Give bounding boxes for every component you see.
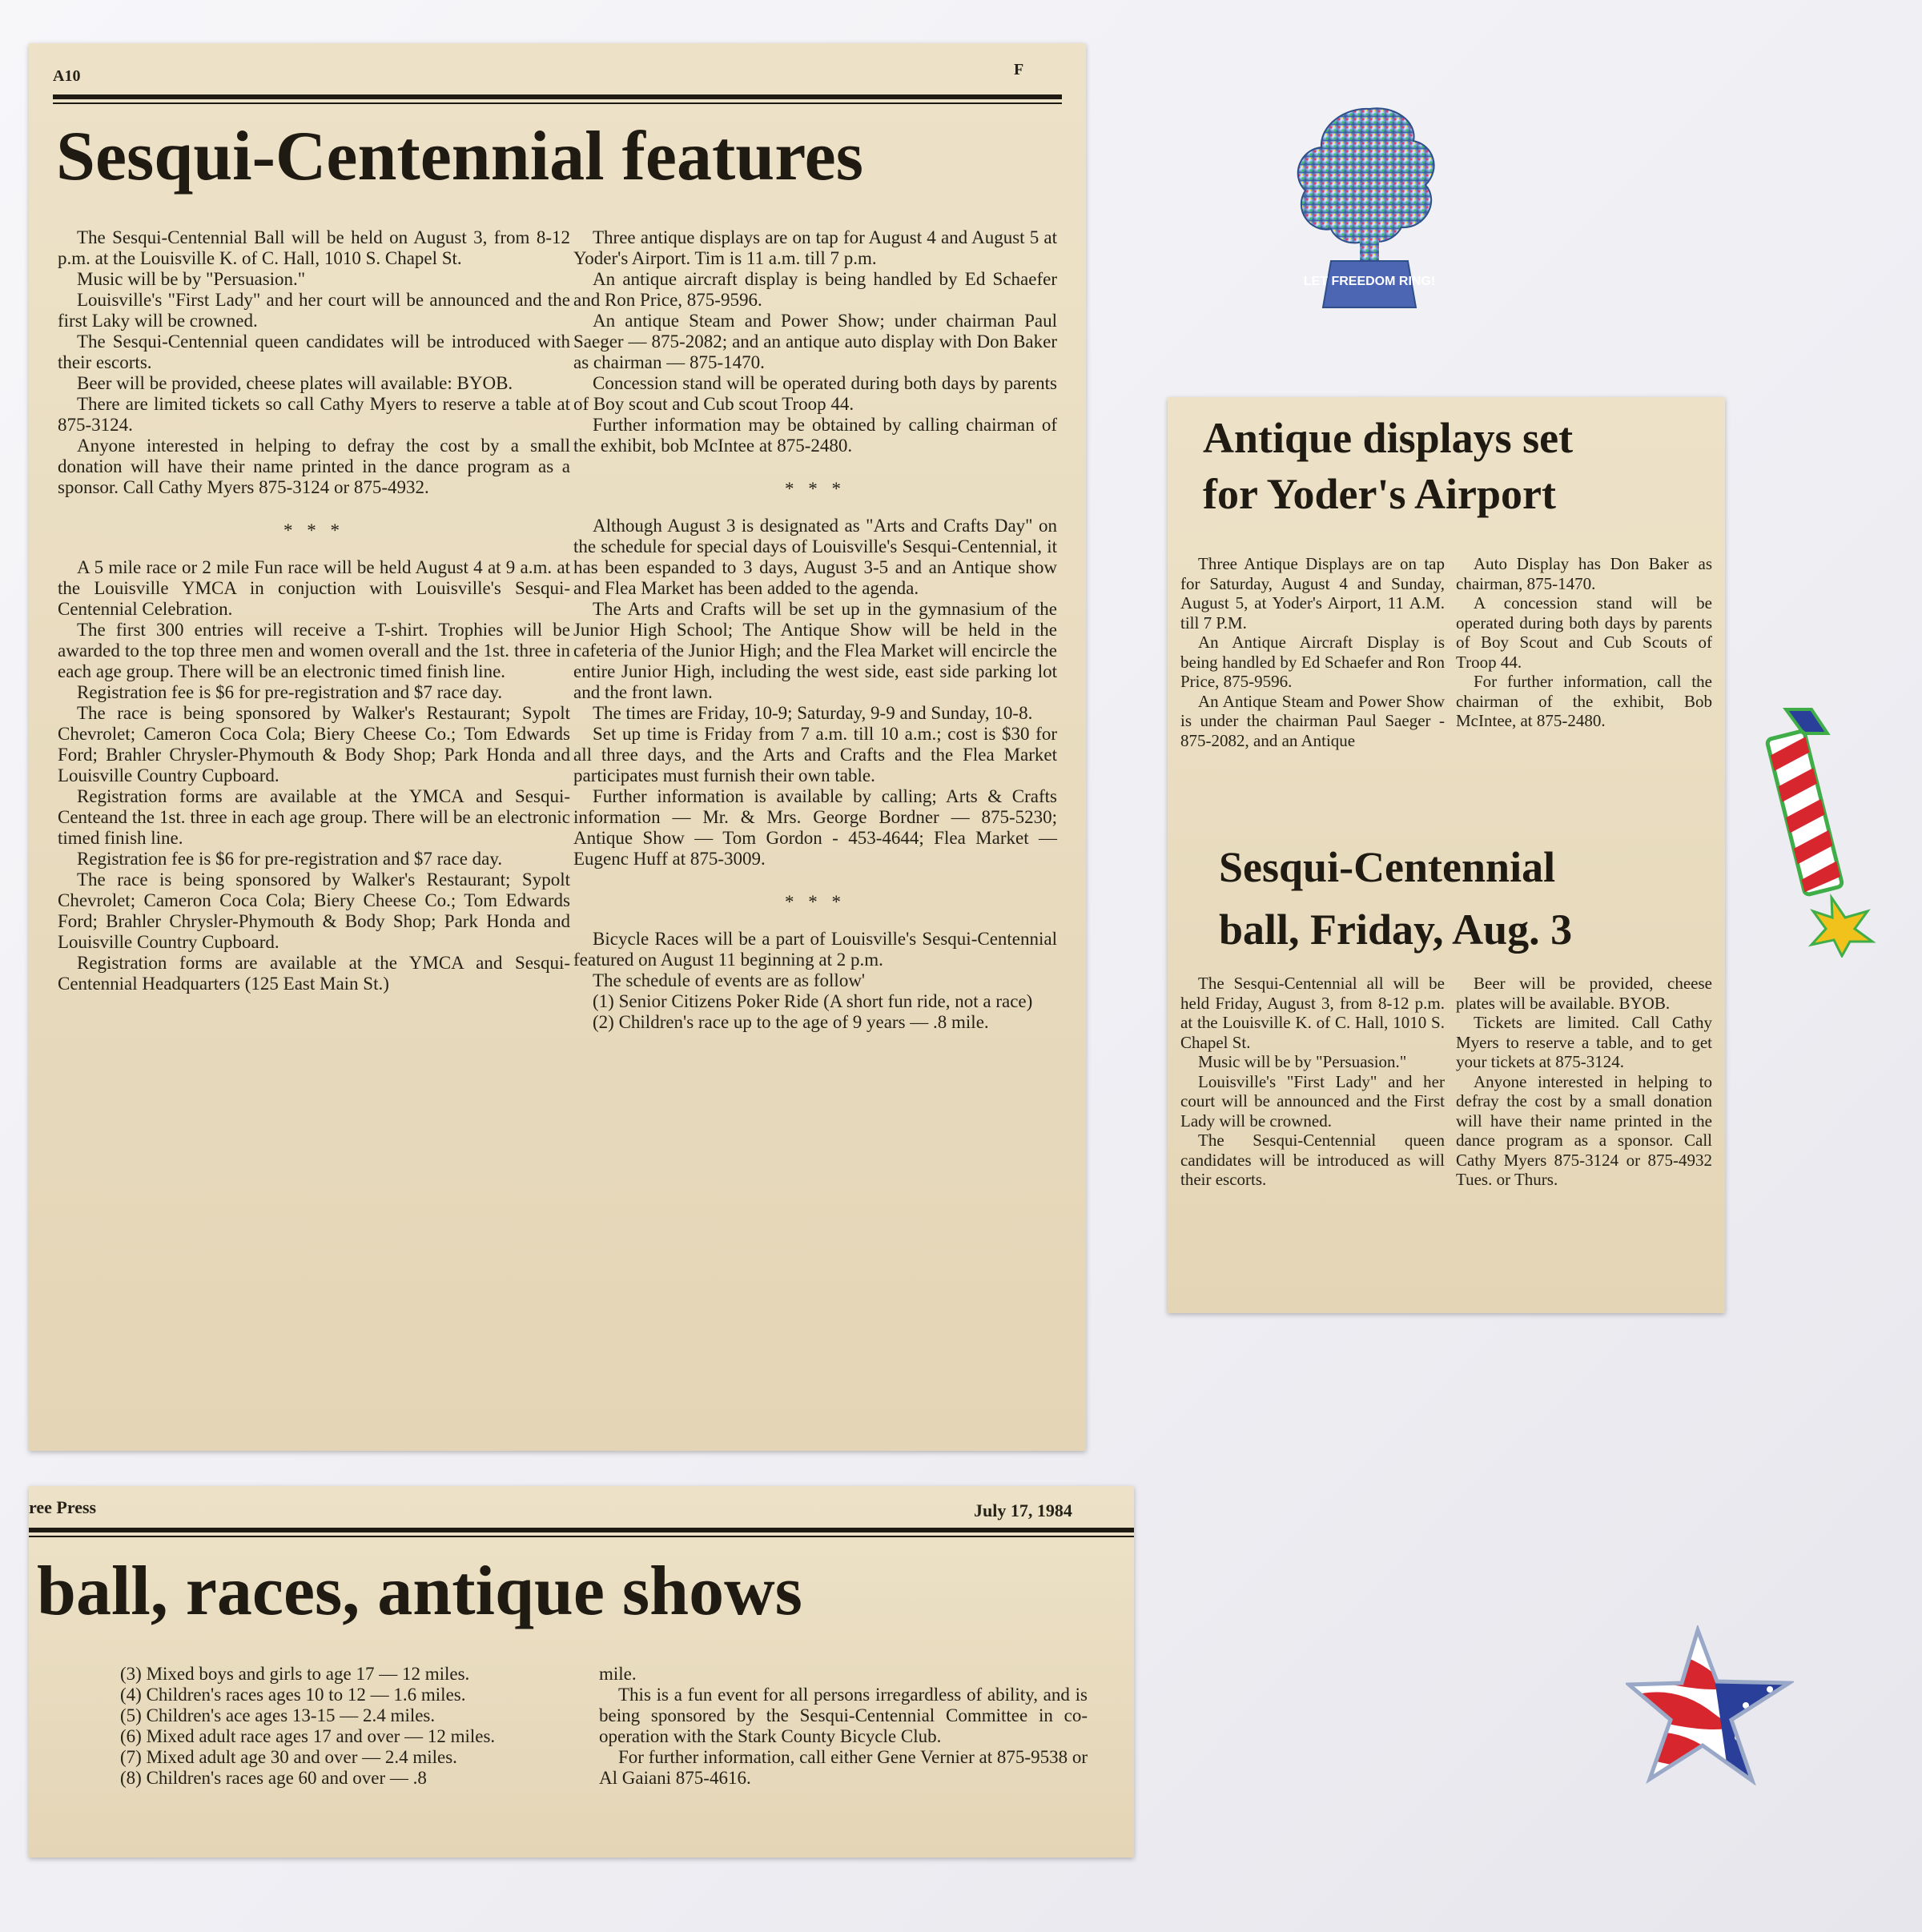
antique-headline-line-2: for Yoder's Airport	[1203, 470, 1556, 518]
paper-date: July 17, 1984	[974, 1500, 1072, 1520]
main-col-1	[58, 227, 570, 994]
bottom-headline: ball, races, antique shows	[37, 1552, 802, 1630]
page-label: A10	[53, 67, 81, 85]
paragraph: Set up time is Friday from 7 a.m. till 10 a.m.; cost is $30 for all three days, and the Arts and Crafts and the Flea Market participates must furnish their own table.	[573, 724, 1057, 785]
antique-col-1	[1180, 554, 1445, 750]
paragraph: Anyone interested in helping to defray the cost by a small donation will have their name printed in the dance program as a sponsor. Call Cathy Myers 875-3124 or 875-4932.	[58, 436, 570, 497]
top-rule-thin	[53, 102, 1062, 104]
paragraph: Beer will be provided, cheese plates will available: BYOB.	[77, 373, 513, 393]
paragraph: (2) Children's race up to the age of 9 years — .8 mile.	[593, 1012, 989, 1032]
list-item: (6) Mixed adult race ages 17 and over — 12 miles.	[120, 1726, 496, 1746]
paragraph: There are limited tickets so call Cathy Myers to reserve a table at 875-3124.	[58, 394, 570, 435]
paragraph: Although August 3 is designated as "Arts and Crafts Day" on the schedule for special days of Louisville's Sesqui-Centennial, it has been espanded to 3 days, August 3-5 and an Antique show and Flea Market has been added to the agenda.	[573, 516, 1057, 598]
paragraph: Registration forms are available at the YMCA and Sesqui-Centeand the 1st. three in each age group. There will be an electronic timed finish line.	[58, 786, 570, 848]
antique-col-2	[1456, 554, 1712, 731]
paper-name: ree Press	[29, 1497, 97, 1517]
paragraph: The race is being sponsored by Walker's Restaurant; Sypolt Chevrolet; Cameron Coca Cola; Biery Cheese Co.; Tom Edwards Ford; Brahler Chrysler-Phymouth & Body Shop; Park Honda and Louisville Country Cupboard.	[58, 870, 570, 952]
top-rule	[53, 94, 1062, 99]
right-clipping	[1168, 397, 1725, 1313]
ball-headline-line-2: ball, Friday, Aug. 3	[1219, 906, 1573, 954]
list-item: (7) Mixed adult age 30 and over — 2.4 miles.	[120, 1747, 457, 1767]
paragraph: The first 300 entries will receive a T-shirt. Trophies will be awarded to the top three men and women overall and the 1st. three in each age group. There will be an electronic timed finish line.	[58, 620, 570, 681]
paragraph: The schedule of events are as follow'	[593, 970, 866, 990]
paragraph: For further information, call either Gene Vernier at 875-9538 or Al Gaiani 875-4616.	[599, 1747, 1088, 1788]
paragraph: Concession stand will be operated during both days by parents of Boy scout and Cub scout Troop 44.	[573, 373, 1057, 414]
top-rule-thin	[29, 1536, 1134, 1537]
page-label-right: F	[1014, 61, 1024, 78]
bottom-col-2	[599, 1664, 1088, 1789]
top-rule	[29, 1528, 1134, 1532]
main-col-2	[573, 227, 1057, 1033]
tree-sticker-text: LET FREEDOM RING!	[1303, 275, 1436, 288]
col2c-paragraphs	[573, 929, 1057, 1033]
bottom-col-1	[101, 1664, 597, 1789]
paragraph: Louisville's "First Lady" and her court will be announced and the first Laky will be crowned.	[58, 290, 570, 331]
paragraph: Further information may be obtained by calling chairman of the exhibit, bob McIntee at 875-2480.	[573, 415, 1057, 456]
paragraph: The Sesqui-Centennial all will be held Friday, August 3, from 8-12 p.m. at the Louisville K. of C. Hall, 1010 S. Chapel St.	[1180, 974, 1445, 1052]
ball-col-1	[1180, 974, 1445, 1190]
paragraph: A 5 mile race or 2 mile Fun race will be held August 4 at 9 a.m. at the Louisville YMCA in conjuction with Louisville's Sesqui-Centennial Celebration.	[58, 557, 570, 619]
ball-headline-line-1: Sesqui-Centennial	[1219, 843, 1556, 891]
paragraph: An antique Steam and Power Show; under chairman Paul Saeger — 875-2082; and an antique auto display with Don Baker as chairman — 875-1470.	[573, 311, 1057, 372]
col2-paragraphs	[573, 227, 1057, 456]
firecracker-sticker	[1755, 701, 1892, 958]
list-item: (8) Children's races age 60 and over — .8	[120, 1768, 427, 1788]
paragraph: Music will be by "Persuasion."	[77, 269, 306, 289]
paragraph: An Antique Aircraft Display is being handled by Ed Schaefer and Ron Price, 875-9596.	[1180, 633, 1445, 691]
paragraph: Three Antique Displays are on tap for Saturday, August 4 and Sunday, August 5, at Yoder's Airport, 11 A.M. till 7 P.M.	[1180, 554, 1445, 633]
paragraph: Registration fee is $6 for pre-registration and $7 race day.	[77, 849, 503, 869]
paragraph: Bicycle Races will be a part of Louisville's Sesqui-Centennial featured on August 11 beginning at 2 p.m.	[573, 929, 1057, 970]
col2b-paragraphs	[573, 516, 1057, 870]
paragraph: Three antique displays are on tap for August 4 and August 5 at Yoder's Airport. Tim is 11 a.m. till 7 p.m.	[573, 227, 1057, 268]
firecracker-icon	[1755, 701, 1892, 958]
paragraph: The Sesqui-Centennial queen candidates will be introduced with their escorts.	[58, 331, 570, 372]
main-headline: Sesqui-Centennial features	[56, 118, 863, 195]
paragraph: Beer will be provided, cheese plates will be available. BYOB.	[1456, 974, 1712, 1013]
paragraph: Registration fee is $6 for pre-registration and $7 race day.	[77, 682, 503, 702]
paragraph: The Sesqui-Centennial queen candidates will be introduced as will their escorts.	[1180, 1131, 1445, 1189]
paragraph: The times are Friday, 10-9; Saturday, 9-9 and Sunday, 10-8.	[593, 703, 1033, 723]
paragraph: Auto Display has Don Baker as chairman, 875-1470.	[1456, 554, 1712, 593]
paragraph: The race is being sponsored by Walker's Restaurant; Sypolt Chevrolet; Cameron Coca Cola; Biery Cheese Co.; Tom Edwards Ford; Brahler Chrysler-Phymouth & Body Shop; Park Honda and Louisville Country Cupboard.	[58, 703, 570, 785]
list-item: (4) Children's races ages 10 to 12 — 1.6 miles.	[120, 1685, 466, 1705]
paragraph: Registration forms are available at the YMCA and Sesqui-Centennial Headquarters (125 East Main St.)	[58, 953, 570, 994]
antique-headline-line-1: Antique displays set	[1203, 414, 1574, 462]
list-item: (3) Mixed boys and girls to age 17 — 12 miles.	[120, 1664, 470, 1684]
section-divider: * * *	[785, 892, 846, 912]
tree-icon	[1281, 101, 1458, 317]
flag-star-sticker	[1626, 1625, 1794, 1785]
paragraph: Music will be by "Persuasion."	[1198, 1052, 1407, 1071]
paragraph: This is a fun event for all persons irregardless of ability, and is being sponsored by the Sesqui-Centennial Committee in co-operation with the Stark County Bicycle Club.	[599, 1685, 1088, 1746]
paragraph: An Antique Steam and Power Show is under the chairman Paul Saeger - 875-2082, and an Antique	[1180, 691, 1445, 750]
glitter-tree-sticker	[1281, 101, 1458, 317]
col1-paragraphs	[58, 227, 570, 498]
paragraph: (1) Senior Citizens Poker Ride (A short fun ride, not a race)	[593, 991, 1033, 1011]
section-divider: * * *	[785, 479, 846, 499]
paragraph: The Sesqui-Centennial Ball will be held on August 3, from 8-12 p.m. at the Louisville K. of C. Hall, 1010 S. Chapel St.	[58, 227, 570, 268]
paragraph: Louisville's "First Lady" and her court will be announced and the First Lady will be crowned.	[1180, 1071, 1445, 1131]
main-clipping	[29, 43, 1086, 1451]
paragraph: A concession stand will be operated during both days by parents of Boy Scout and Cub Scouts of Troop 44.	[1456, 593, 1712, 672]
bottom-clipping	[29, 1486, 1134, 1858]
paragraph: Anyone interested in helping to defray the cost by a small donation will have their name printed in the dance program as a sponsor. Call Cathy Myers 875-3124 or 875-4932 Tues. or Thurs.	[1456, 1071, 1712, 1189]
paragraph: Tickets are limited. Call Cathy Myers to reserve a table, and to get your tickets at 875-3124.	[1456, 1013, 1712, 1071]
paragraph: Further information is available by calling; Arts & Crafts information — Mr. & Mrs. George Bordner — 875-5230; Antique Show — Tom Gordon - 453-4644; Flea Market — Eugenc Huff at 875-3009.	[573, 786, 1057, 869]
star-icon	[1626, 1625, 1794, 1785]
ball-col-2	[1456, 974, 1712, 1190]
list-item: (5) Children's ace ages 13-15 — 2.4 miles.	[120, 1705, 436, 1725]
paragraph: mile.	[599, 1664, 637, 1684]
section-divider: * * *	[283, 520, 344, 540]
paragraph: The Arts and Crafts will be set up in the gymnasium of the Junior High School; The Antique Show will be held in the cafeteria of the Junior High; and the Flea Market will encircle the entire Junior High, including the west side, east side parking lot and the front lawn.	[573, 599, 1057, 702]
paragraph: An antique aircraft display is being handled by Ed Schaefer and Ron Price, 875-9596.	[573, 269, 1057, 310]
col1b-paragraphs	[58, 557, 570, 994]
paragraph: For further information, call the chairman of the exhibit, Bob McIntee, at 875-2480.	[1456, 672, 1712, 730]
